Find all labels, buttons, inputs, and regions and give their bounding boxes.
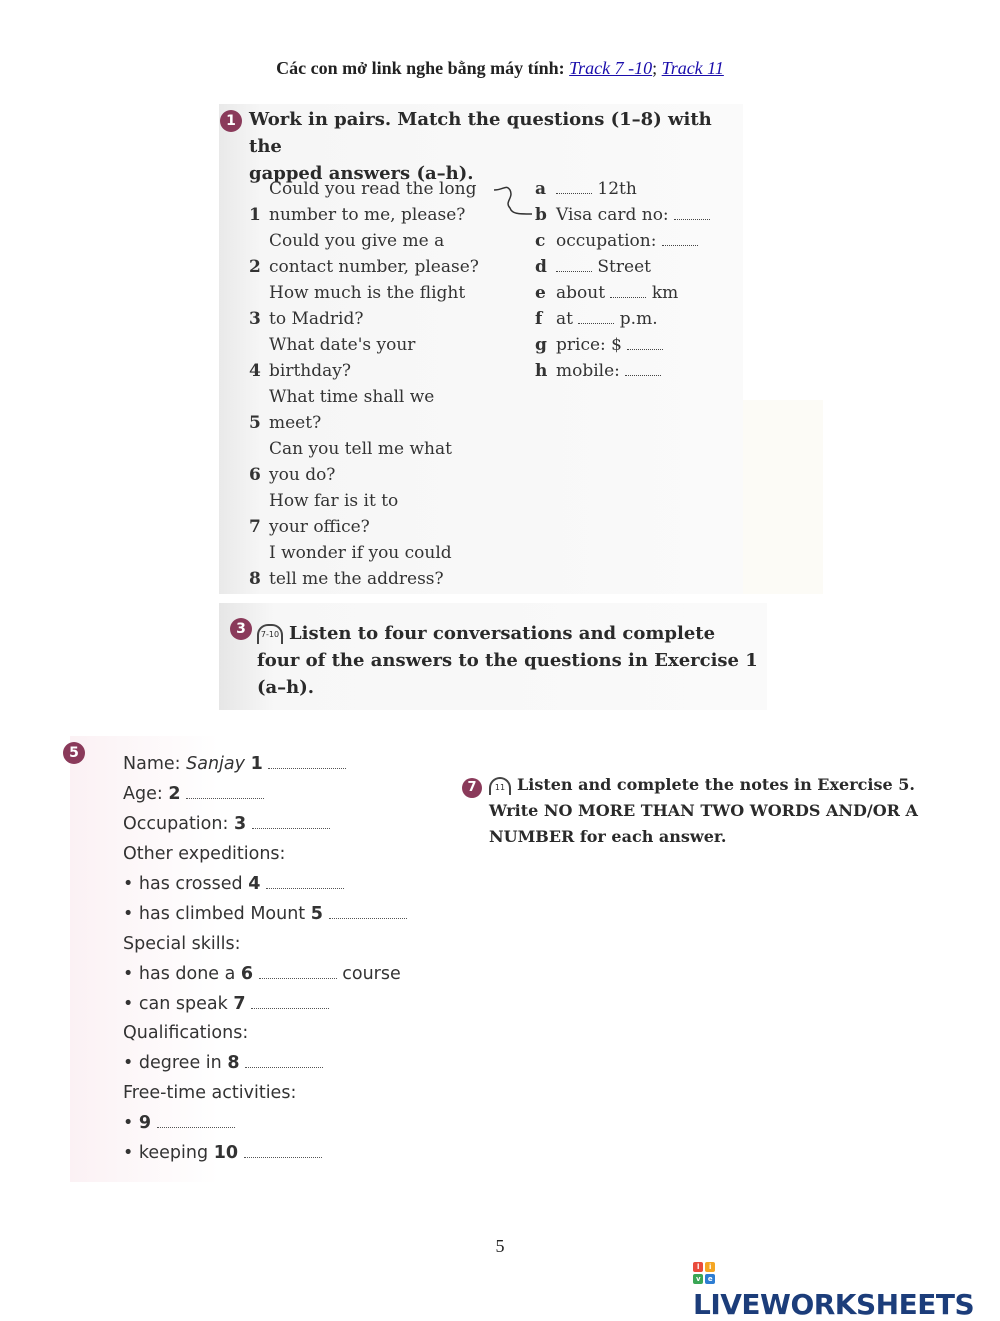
answer-gap[interactable]	[556, 259, 592, 272]
decorative-background	[743, 400, 823, 594]
exercise1-number-badge: 1	[220, 110, 242, 132]
question-text: What time shall we	[269, 387, 435, 407]
question-text: contact number, please?	[269, 257, 479, 277]
notes-keeping-row	[123, 1138, 322, 1168]
exercise3-line1: Listen to four conversations and complete	[289, 623, 716, 644]
exercise7-line2: Write NO MORE THAN TWO WORDS AND/OR A	[489, 801, 918, 820]
question-number: 4	[249, 361, 261, 381]
question-item	[249, 228, 479, 280]
gap-input[interactable]	[252, 815, 330, 829]
answer-gap[interactable]	[627, 337, 663, 350]
question-text: your office?	[269, 517, 370, 537]
notes-label: Occupation:	[123, 814, 229, 834]
answer-gap[interactable]	[556, 181, 592, 194]
question-text: to Madrid?	[269, 309, 364, 329]
answer-text: p.m.	[619, 309, 658, 329]
notes-activity-row	[123, 1108, 235, 1138]
answer-gap[interactable]	[662, 233, 698, 246]
exercise1-title-line1: Work in pairs. Match the questions (1–8) with the	[249, 109, 712, 157]
question-number: 8	[249, 569, 261, 589]
notes-climbed-row	[123, 899, 407, 929]
answer-item	[535, 228, 698, 254]
gap-number: 4	[248, 874, 261, 894]
question-item	[249, 332, 415, 384]
answer-item	[535, 332, 663, 358]
gap-input[interactable]	[259, 965, 337, 979]
answer-item	[535, 202, 710, 228]
question-number: 3	[249, 309, 261, 329]
notes-speak-row	[123, 989, 329, 1019]
question-item	[249, 436, 452, 488]
answer-item	[535, 176, 637, 202]
notes-label: Name:	[123, 754, 181, 774]
answer-text: about	[556, 283, 606, 303]
exercise1-title-line2: gapped answers (a–h).	[249, 163, 474, 184]
track-label: 7-10	[260, 630, 280, 639]
question-number: 6	[249, 465, 261, 485]
notes-label: • can speak	[123, 994, 228, 1014]
question-text: How far is it to	[269, 491, 399, 511]
answer-letter: g	[535, 335, 547, 355]
header-intro: Các con mở link nghe bằng máy tính:	[276, 58, 565, 78]
question-item	[249, 176, 476, 228]
question-text: meet?	[269, 413, 322, 433]
logo-icon: l i v e	[693, 1262, 715, 1284]
header-line	[0, 58, 1000, 79]
gap-number: 10	[213, 1143, 239, 1163]
gap-number: 7	[233, 994, 246, 1014]
question-text: Can you tell me what	[269, 439, 452, 459]
headphones-icon[interactable]	[489, 777, 511, 795]
answer-letter: e	[535, 283, 546, 303]
answer-text: mobile:	[556, 361, 620, 381]
question-text: number to me, please?	[269, 205, 466, 225]
answer-letter: a	[535, 179, 547, 199]
notes-heading: Qualifications:	[123, 1023, 249, 1043]
answer-letter: h	[535, 361, 548, 381]
exercise7-line1: Listen and complete the notes in Exercise 5.	[517, 775, 915, 794]
gap-input[interactable]	[245, 1054, 323, 1068]
gap-number: 1	[250, 754, 263, 774]
notes-label: • keeping	[123, 1143, 209, 1163]
question-text: Could you read the long	[269, 179, 477, 199]
notes-label: • degree in	[123, 1053, 222, 1073]
question-number: 7	[249, 517, 261, 537]
question-item	[249, 488, 398, 540]
question-text: tell me the address?	[269, 569, 444, 589]
exercise7-title	[489, 772, 949, 850]
exercise7-line3: NUMBER for each answer.	[489, 827, 727, 846]
answer-gap[interactable]	[674, 207, 710, 220]
gap-number: 3	[233, 814, 247, 834]
notes-label: • has climbed Mount	[123, 904, 306, 924]
exercise5-number-badge: 5	[63, 742, 85, 764]
gap-number: 2	[168, 784, 181, 804]
liveworksheets-logo[interactable]	[693, 1255, 1000, 1321]
answer-text: occupation:	[556, 231, 657, 251]
gap-input[interactable]	[251, 995, 329, 1009]
answer-gap[interactable]	[625, 363, 661, 376]
gap-number: 5	[310, 904, 323, 924]
notes-heading: Special skills:	[123, 934, 241, 954]
answer-text: km	[651, 283, 679, 303]
notes-label: • has crossed	[123, 874, 243, 894]
question-number: 5	[249, 413, 261, 433]
question-text: How much is the flight	[269, 283, 466, 303]
exercise3-line3: (a–h).	[257, 677, 315, 698]
notes-label: course	[342, 964, 401, 984]
gap-input[interactable]	[244, 1144, 322, 1158]
question-item	[249, 540, 452, 592]
header-separator: ;	[652, 58, 658, 78]
question-text: birthday?	[269, 361, 351, 381]
answer-text: 12th	[597, 179, 637, 199]
answer-text: Visa card no:	[556, 205, 669, 225]
exercise3-title	[257, 620, 777, 701]
notes-name-row	[123, 749, 346, 779]
track-7-10-link[interactable]: Track 7 -10	[569, 58, 653, 78]
question-text: Could you give me a	[269, 231, 445, 251]
exercise7-number-badge: 7	[462, 778, 482, 798]
notes-degree-row	[123, 1048, 323, 1078]
gap-number: 8	[227, 1053, 240, 1073]
notes-heading: Other expeditions:	[123, 844, 286, 864]
answer-letter: d	[535, 257, 547, 277]
question-item	[249, 384, 434, 436]
exercise3-number-badge: 3	[230, 618, 252, 640]
exercise3-line2: four of the answers to the questions in Exercise 1	[257, 650, 758, 671]
notes-label: Age:	[123, 784, 163, 804]
exercise1-title	[249, 106, 749, 187]
answer-letter: c	[535, 231, 546, 251]
question-text: I wonder if you could	[269, 543, 452, 563]
answer-gap[interactable]	[610, 285, 646, 298]
logo-text: LIVEWORKSHEETS	[693, 1288, 975, 1321]
gap-input[interactable]	[266, 875, 344, 889]
answer-gap[interactable]	[578, 311, 614, 324]
answer-item	[535, 254, 651, 280]
notes-crossed-row	[123, 869, 344, 899]
question-number: 2	[249, 257, 261, 277]
track-label: 11	[494, 782, 506, 792]
gap-input[interactable]	[157, 1114, 235, 1128]
question-text: you do?	[269, 465, 336, 485]
answer-text: at	[556, 309, 573, 329]
notes-occupation-row	[123, 809, 330, 839]
headphones-icon[interactable]	[257, 624, 283, 644]
page-number: 5	[495, 1236, 505, 1256]
answer-item	[535, 358, 661, 384]
answer-letter: f	[535, 309, 543, 329]
question-item	[249, 280, 465, 332]
gap-number: 9	[138, 1113, 152, 1133]
notes-course-row	[123, 959, 401, 989]
bullet: •	[123, 1113, 134, 1133]
notes-value: Sanjay	[186, 754, 245, 774]
answer-letter: b	[535, 205, 547, 225]
gap-input[interactable]	[186, 785, 264, 799]
question-number: 1	[249, 205, 261, 225]
answer-item	[535, 280, 678, 306]
gap-input[interactable]	[268, 755, 346, 769]
match-connector-line	[492, 182, 536, 222]
notes-heading: Free-time activities:	[123, 1083, 297, 1103]
notes-age-row	[123, 779, 264, 809]
track-11-link[interactable]: Track 11	[661, 58, 724, 78]
gap-input[interactable]	[329, 905, 407, 919]
notes-label: • has done a	[123, 964, 236, 984]
answer-item	[535, 306, 658, 332]
answer-text: price: $	[556, 335, 622, 355]
answer-text: Street	[597, 257, 651, 277]
question-text: What date's your	[269, 335, 416, 355]
gap-number: 6	[240, 964, 254, 984]
